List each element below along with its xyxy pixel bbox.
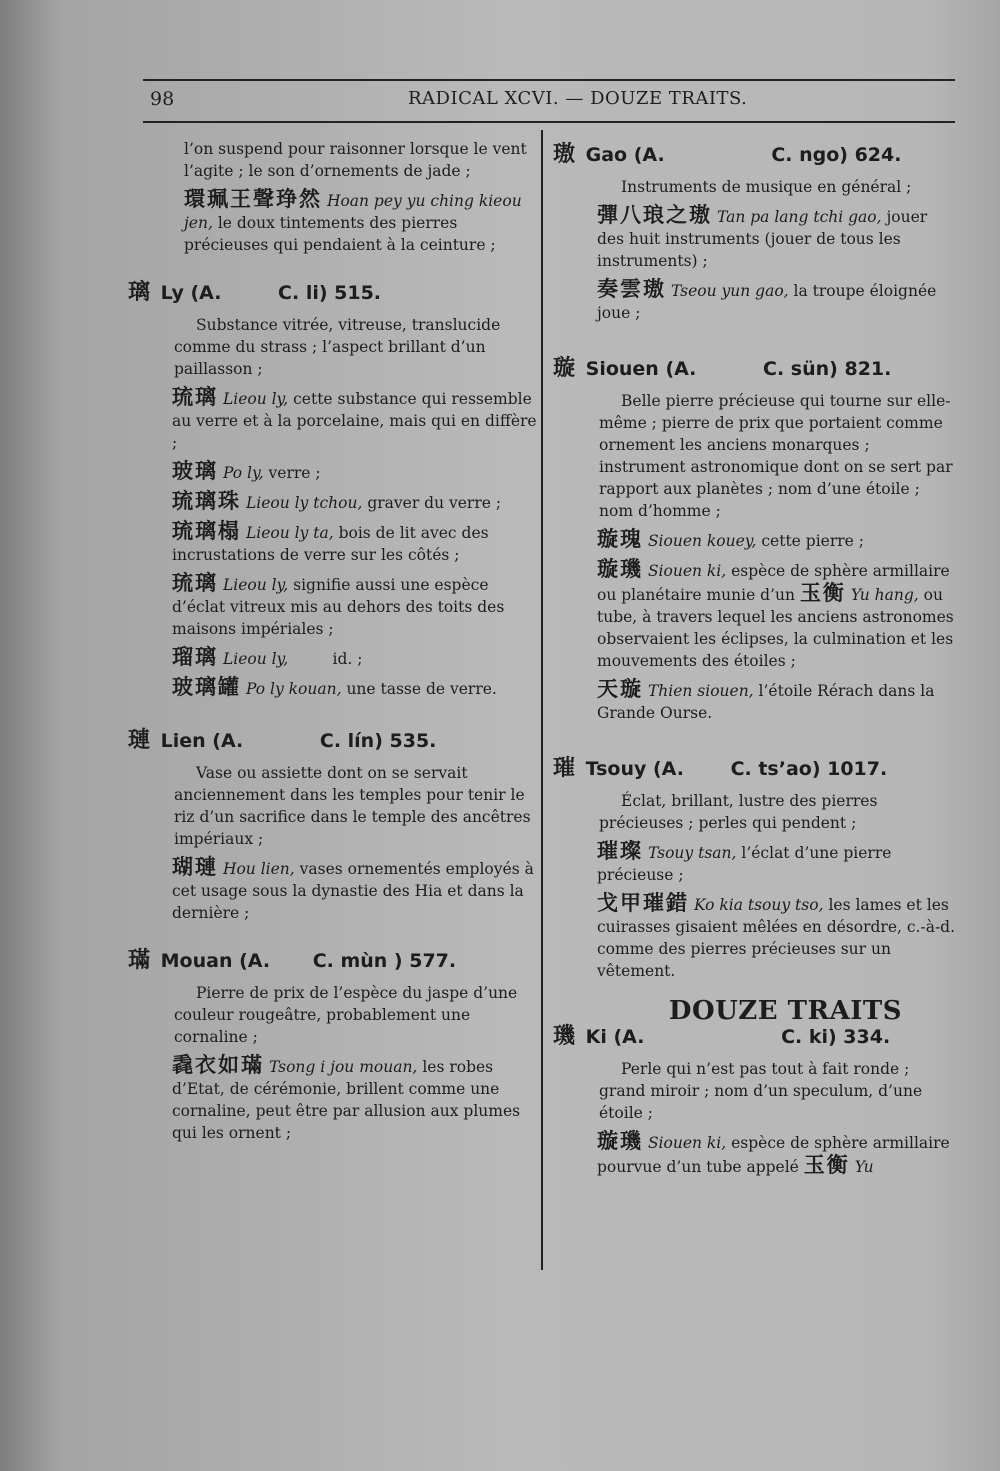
chinese-phrase: 琉璃珠	[172, 489, 241, 513]
romanization: Tseou yun gao,	[670, 282, 789, 300]
romanization: Siouen ki,	[647, 562, 727, 580]
chinese-phrase: 毳衣如璊	[172, 1053, 264, 1077]
chinese-phrase: 環珮王聲琤然	[184, 187, 322, 211]
definition: cette pierre ;	[761, 532, 864, 550]
definition: signifie aussi une espèce d’éclat vitreux mis au dehors des toits des maisons impériales ;	[172, 576, 505, 638]
chinese-phrase: 戈甲璀錯	[597, 891, 689, 915]
sub-entry	[172, 386, 538, 454]
entry-heading-gao	[553, 144, 958, 166]
sub-entry	[597, 840, 958, 886]
chinese-phrase: 玉衡	[799, 581, 846, 605]
entry-description: Perle qui n’est pas tout à fait ronde ; grand miroir ; nom d’un speculum, d’une étoile ;	[599, 1060, 923, 1122]
romanization: Lieou ly,	[222, 650, 289, 668]
chinese-phrase: 玻璃	[172, 459, 218, 483]
chinese-phrase: 璀璨	[597, 839, 643, 863]
romanization: Hou lien,	[222, 860, 295, 878]
head-word: Ki (A.	[585, 1026, 645, 1048]
definition: une tasse de verre.	[346, 680, 497, 698]
definition: id. ;	[332, 650, 363, 668]
head-word: Mouan (A.	[160, 950, 271, 972]
entry-heading-lien	[128, 730, 538, 752]
chinese-phrase: 彈八琅之璈	[597, 203, 712, 227]
sub-entry	[172, 572, 538, 640]
definition: espèce de sphère armillaire ou planétaire munie d’un	[597, 562, 950, 604]
header-rule	[143, 121, 955, 123]
running-title: RADICAL XCVI. — DOUZE TRAITS.	[408, 88, 748, 109]
romanization: Tsong i jou mouan,	[268, 1058, 418, 1076]
chinese-phrase: 琉璃	[172, 571, 218, 595]
romanization: Yu hang,	[850, 586, 919, 604]
section-heading: DOUZE TRAITS	[668, 996, 903, 1026]
chinese-phrase: 璇璣	[597, 1129, 643, 1153]
definition: le doux tintements des pierres précieuses qui pendaient à la ceinture ;	[184, 214, 496, 254]
sub-entry	[597, 1130, 958, 1178]
chinese-phrase: 琉璃榻	[172, 519, 241, 543]
sub-entry	[172, 520, 538, 566]
chinese-phrase: 瑠璃	[172, 645, 218, 669]
head-word: Gao (A.	[585, 144, 665, 166]
chinese-phrase: 琉璃	[172, 385, 218, 409]
chinese-phrase: 玉衡	[803, 1153, 850, 1177]
head-word: Tsouy (A.	[585, 758, 684, 780]
entry-description: Substance vitrée, vitreuse, translucide comme du strass ; l’aspect brillant d’un paillasson ;	[174, 316, 501, 378]
head-char: 璇	[553, 356, 578, 381]
sub-entry	[597, 558, 958, 672]
head-char: 璉	[128, 728, 153, 753]
sub-entry	[597, 204, 958, 272]
sub-entry	[172, 676, 538, 700]
sub-entry	[172, 1054, 538, 1144]
sub-entry	[172, 646, 538, 670]
romanization: Ko kia tsouy tso,	[693, 896, 824, 914]
romanization: Tsouy tsan,	[647, 844, 737, 862]
head-word: Ly (A.	[160, 282, 222, 304]
romanization: Po ly,	[222, 464, 264, 482]
definition: l’éclat d’une pierre précieuse ;	[597, 844, 892, 884]
right-column	[553, 138, 958, 1184]
sub-entry	[172, 490, 538, 514]
entry-description: Vase ou assiette dont on se servait anciennement dans les temples pour tenir le riz d’un sacrifice dans le temple des ancêtres impériaux ;	[174, 764, 531, 848]
head-code: C. sün) 821.	[763, 358, 892, 380]
romanization: Siouen ki,	[647, 1134, 727, 1152]
head-code: C. mùn ) 577.	[312, 950, 457, 972]
entry-heading-tsouy	[553, 758, 958, 780]
definition: graver du verre ;	[367, 494, 502, 512]
chinese-phrase: 天璇	[597, 677, 643, 701]
chinese-phrase: 奏雲璈	[597, 277, 666, 301]
definition: espèce de sphère armillaire pourvue d’un tube appelé	[597, 1134, 950, 1176]
chinese-phrase: 玻璃罐	[172, 675, 241, 699]
romanization: Lieou ly,	[222, 390, 289, 408]
page-number: 98	[150, 88, 175, 110]
head-code: C. li) 515.	[278, 282, 382, 304]
sub-entry	[172, 460, 538, 484]
head-word: Lien (A.	[160, 730, 244, 752]
definition: la troupe éloignée joue ;	[597, 282, 937, 322]
entry-heading-mouan	[128, 950, 538, 972]
romanization: Lieou ly,	[222, 576, 289, 594]
left-column	[128, 138, 538, 1150]
entry-description: Belle pierre précieuse qui tourne sur elle-même ; pierre de prix que portaient comme ornement les anciens monarques ; instrument astronomique dont on se sert par rapport aux planètes ; nom d’une étoile ; nom d’homme ;	[599, 392, 953, 520]
definition: cette substance qui ressemble au verre et à la porcelaine, mais qui en diffère ;	[172, 390, 537, 452]
top-rule	[143, 79, 955, 81]
head-code: C. ki) 334.	[781, 1026, 891, 1048]
head-char: 璣	[553, 1024, 578, 1049]
sub-entry	[597, 278, 958, 324]
definition: ou tube, à travers lequel les anciens astronomes observaient les éclipses, la culmination et les mouvements des étoiles ;	[597, 586, 954, 670]
chinese-phrase: 璇璣	[597, 557, 643, 581]
head-word: Siouen (A.	[585, 358, 697, 380]
entry-description: Instruments de musique en général ;	[621, 178, 912, 196]
chinese-phrase: 璇瑰	[597, 527, 643, 551]
entry-example	[184, 188, 538, 256]
definition: l’étoile Rérach dans la Grande Ourse.	[597, 682, 935, 722]
entry-heading-ki	[553, 1026, 958, 1048]
definition: vases ornementés employés à cet usage sous la dynastie des Hia et dans la dernière ;	[172, 860, 534, 922]
head-code: C. ngo) 624.	[771, 144, 902, 166]
head-code: C. ts’ao) 1017.	[730, 758, 888, 780]
definition: verre ;	[268, 464, 321, 482]
head-char: 璀	[553, 756, 578, 781]
entry-heading-siouen	[553, 358, 958, 380]
sub-entry	[597, 528, 958, 552]
entry-description: Pierre de prix de l’espèce du jaspe d’une couleur rougeâtre, probablement une cornaline ;	[174, 984, 518, 1046]
sub-entry	[172, 856, 538, 924]
sub-entry	[597, 678, 958, 724]
romanization: Po ly kouan,	[245, 680, 342, 698]
definition: les robes d’Etat, de cérémonie, brillent comme une cornaline, peut être par allusion aux plumes qui les ornent ;	[172, 1058, 521, 1142]
definition: bois de lit avec des incrustations de verre sur les côtés ;	[172, 524, 489, 564]
head-char: 璃	[128, 280, 153, 305]
romanization: Hoan pey yu ching kieou jen,	[184, 192, 522, 232]
continued-text: l’on suspend pour raisonner lorsque le vent l’agite ; le son d’ornements de jade ;	[184, 140, 527, 180]
romanization: Lieou ly ta,	[245, 524, 334, 542]
romanization: Tan pa lang tchi gao,	[716, 208, 882, 226]
column-divider	[541, 130, 543, 1270]
romanization: Thien siouen,	[647, 682, 754, 700]
romanization: Yu	[854, 1158, 874, 1176]
romanization: Siouen kouey,	[647, 532, 757, 550]
head-char: 璊	[128, 948, 153, 973]
head-code: C. lín) 535.	[319, 730, 437, 752]
head-char: 璈	[553, 142, 578, 167]
entry-description: Éclat, brillant, lustre des pierres précieuses ; perles qui pendent ;	[599, 792, 878, 832]
definition: les lames et les cuirasses gisaient mêlées en désordre, c.-à-d. comme des pierres précieuses sur un vêtement.	[597, 896, 956, 980]
definition: jouer des huit instruments (jouer de tous les instruments) ;	[597, 208, 928, 270]
chinese-phrase: 瑚璉	[172, 855, 218, 879]
romanization: Lieou ly tchou,	[245, 494, 363, 512]
sub-entry	[597, 892, 958, 982]
entry-heading-ly	[128, 282, 538, 304]
